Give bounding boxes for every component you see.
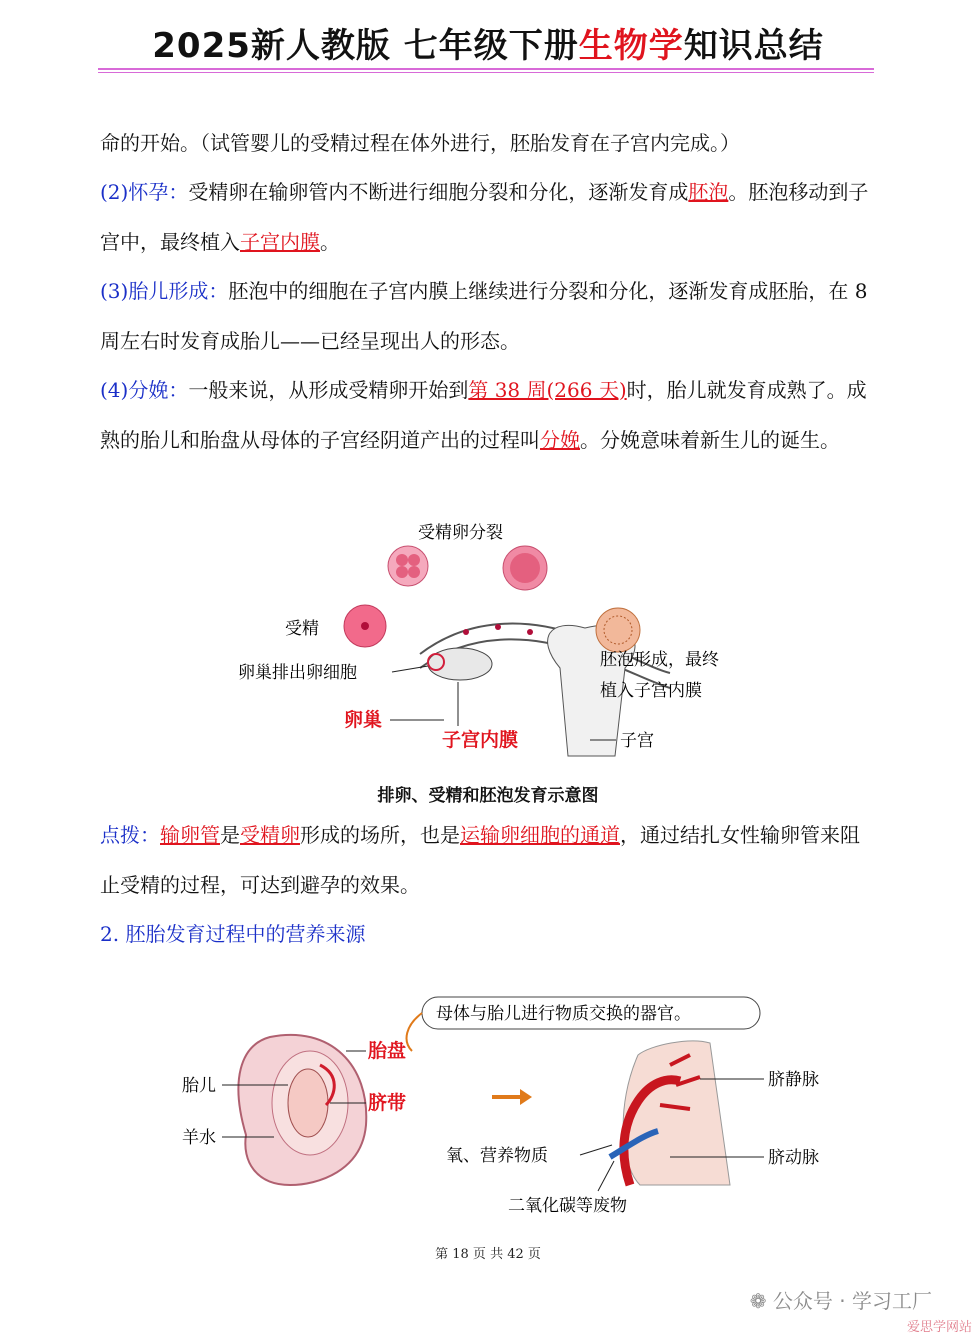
fetus-shape [288,1069,328,1137]
page-number: 第 18 页 共 42 页 [435,1247,541,1262]
label-fetus: 胎儿 [182,1076,216,1096]
title-rule-thin [98,72,874,73]
page-title: 2025新人教版 七年级下册生物学知识总结 [152,26,824,66]
label-cord: 脐带 [368,1092,407,1114]
figure-caption: 排卵、受精和胚泡发育示意图 [377,786,599,806]
ovulation-fertilization-diagram [230,518,750,776]
paragraph-fetus: (3)胎儿形成：胚泡中的细胞在子宫内膜上继续进行分裂和分化，逐渐发育成胚胎，在 8 周左右时发育成胎儿——已经呈现出人的形态。 [100,279,868,353]
label-waste: 二氧化碳等废物 [508,1196,627,1216]
label-ovary: 卵巢 [344,709,383,731]
watermark: ❁ 公众号 · 学习工厂 [749,1289,932,1313]
section-heading: 2. 胚胎发育过程中的营养来源 [100,922,366,946]
label-uterus: 子宫 [620,731,654,751]
label-fertilization: 受精 [285,619,319,639]
cleavage-cell-2 [503,546,547,590]
blastocyst [596,608,640,652]
site-watermark: 爱思学网站 [906,1320,972,1335]
ovary-shape [428,648,492,680]
label-vein: 脐静脉 [768,1070,819,1090]
paragraph-tip: 点拨：输卵管是受精卵形成的场所，也是运输卵细胞的通道，通过结扎女性输卵管来阻止受精的过程，可达到避孕的效果。 [100,823,860,897]
label-blastocyst-2: 植入子宫内膜 [600,681,702,701]
title-rule [98,68,874,70]
wechat-icon: ❁ [749,1289,773,1313]
label-amniotic: 羊水 [182,1128,216,1148]
label-endometrium: 子宫内膜 [442,729,519,751]
placenta-diagram [170,985,840,1217]
paragraph-birth: (4)分娩：一般来说，从形成受精卵开始到第 38 周(266 天)时，胎儿就发育成熟了。成熟的胎儿和胎盘从母体的子宫经阴道产出的过程叫分娩。分娩意味着新生儿的诞生。 [100,378,867,452]
arrow-right-icon [492,1089,532,1105]
cleavage-cell-1 [388,546,428,586]
paragraph-pregnancy: (2)怀孕：受精卵在输卵管内不断进行细胞分裂和分化，逐渐发育成胚泡。胚泡移动到子宫中，最终植入子宫内膜。 [100,180,869,254]
label-ovulation: 卵巢排出卵细胞 [238,663,357,683]
paragraph-intro: 命的开始。（试管婴儿的受精过程在体外进行，胚胎发育在子宫内完成。） [100,131,740,155]
label-blastocyst-1: 胚泡形成，最终 [600,650,719,670]
callout-text: 母体与胎儿进行物质交换的器官。 [436,1004,691,1024]
label-nutrients: 氧、营养物质 [446,1146,548,1166]
label-placenta: 胎盘 [368,1040,407,1062]
label-artery: 脐动脉 [768,1148,819,1168]
label-cleavage: 受精卵分裂 [418,523,503,543]
